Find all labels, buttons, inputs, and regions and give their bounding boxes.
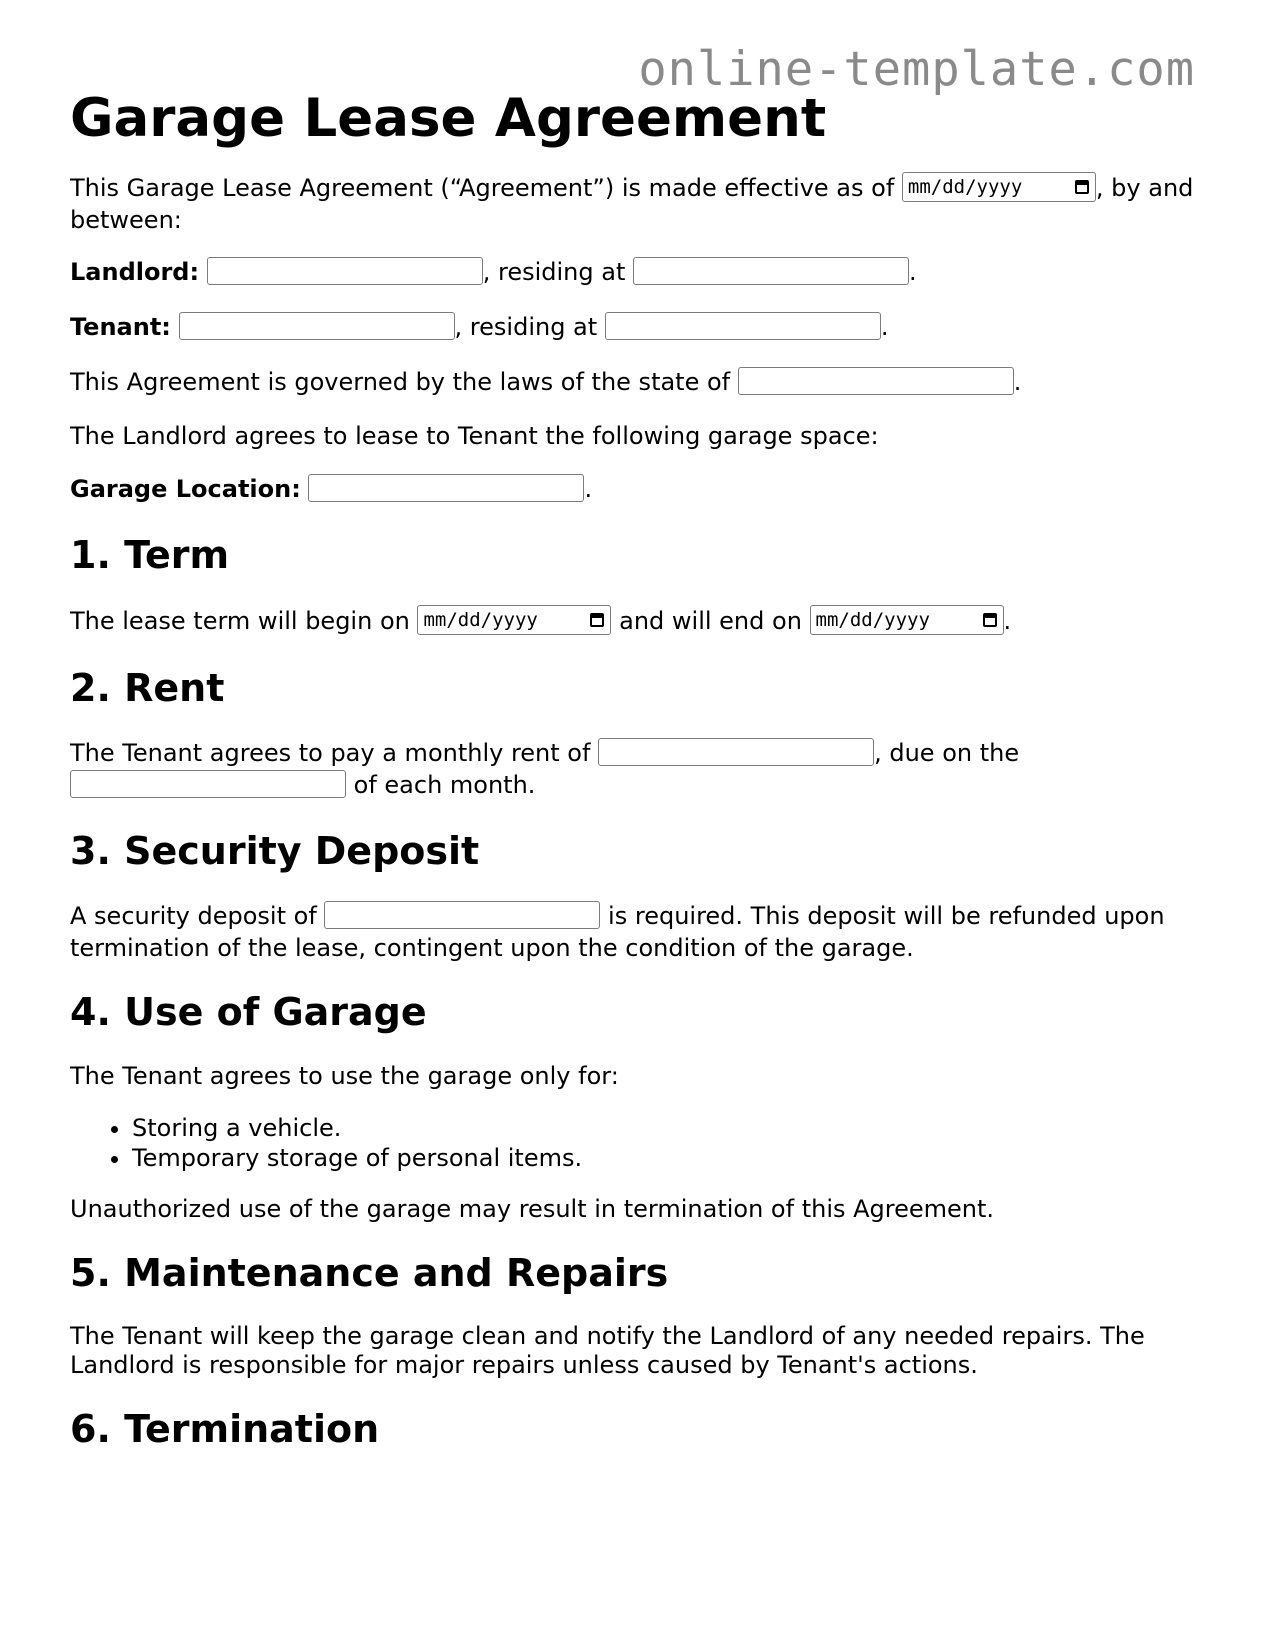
intro-text: This Garage Lease Agreement (“Agreement”) is made effective as of — [70, 174, 895, 202]
security-deposit-input[interactable] — [324, 901, 600, 929]
rent-due-text: , due on the — [874, 739, 1020, 767]
tenant-name-input[interactable] — [179, 312, 455, 340]
list-item: • Storing a vehicle. — [132, 1113, 582, 1143]
lease-intro: The Landlord agrees to lease to Tenant the following garage space: — [70, 422, 879, 450]
tenant-residing-text: , residing at — [454, 313, 598, 341]
rent-after-text: of each month. — [353, 771, 536, 799]
landlord-line — [70, 256, 1200, 288]
landlord-name-input[interactable] — [207, 257, 483, 285]
landlord-residing-text: , residing at — [482, 258, 626, 286]
term-end-text: and will end on — [619, 607, 802, 635]
term-paragraph — [70, 605, 1200, 637]
state-input[interactable] — [738, 367, 1014, 395]
date-placeholder: mm/dd/yyyy — [423, 609, 538, 631]
landlord-end: . — [909, 258, 917, 286]
rent-heading: 2. Rent — [70, 666, 225, 710]
deposit-text: A security deposit of — [70, 902, 317, 930]
deposit-paragraph — [70, 900, 1200, 964]
date-placeholder: mm/dd/yyyy — [815, 609, 930, 631]
deposit-after-text: is required. This deposit will be refunded upon termination of the lease, contingent upon the condition of the garage. — [70, 902, 1165, 962]
tenant-label: Tenant: — [70, 313, 171, 341]
garage-location-input[interactable] — [308, 474, 584, 502]
term-end-date-input[interactable] — [810, 605, 1004, 635]
use-warning: Unauthorized use of the garage may result in termination of this Agreement. — [70, 1195, 995, 1223]
intro-paragraph — [70, 172, 1200, 236]
intro-text-after: , by and between: — [70, 174, 1194, 234]
garage-location-end: . — [584, 475, 593, 503]
effective-date-input[interactable] — [902, 172, 1096, 202]
landlord-address-input[interactable] — [633, 257, 909, 285]
rent-paragraph — [70, 737, 1030, 801]
maintenance-heading: 5. Maintenance and Repairs — [70, 1251, 669, 1295]
list-item: • Temporary storage of personal items. — [132, 1143, 582, 1173]
calendar-icon — [590, 613, 604, 627]
term-end: . — [1003, 607, 1012, 635]
maintenance-text: The Tenant will keep the garage clean and notify the Landlord of any needed repairs. The Landlord is responsible for major repairs unless caused by Tenant's actions. — [70, 1322, 1145, 1379]
rent-due-day-input[interactable] — [70, 770, 346, 798]
governing-text: This Agreement is governed by the laws of the state of — [70, 368, 731, 396]
tenant-line — [70, 311, 1200, 343]
landlord-label: Landlord: — [70, 258, 200, 286]
date-placeholder: mm/dd/yyyy — [907, 176, 1023, 198]
calendar-icon — [983, 613, 997, 627]
use-list — [70, 1113, 582, 1173]
term-start-date-input[interactable] — [417, 605, 611, 635]
watermark: online-template.com — [638, 42, 1195, 97]
tenant-end: . — [880, 313, 889, 341]
term-begin-text: The lease term will begin on — [70, 607, 410, 635]
page-title: Garage Lease Agreement — [70, 88, 827, 149]
governing-law-line — [70, 366, 1200, 398]
governing-end: . — [1013, 368, 1022, 396]
use-heading: 4. Use of Garage — [70, 990, 427, 1034]
rent-text: The Tenant agrees to pay a monthly rent of — [70, 739, 591, 767]
term-heading: 1. Term — [70, 533, 230, 577]
termination-heading: 6. Termination — [70, 1407, 380, 1451]
garage-location-label: Garage Location: — [70, 475, 301, 503]
use-text: The Tenant agrees to use the garage only for: — [70, 1062, 619, 1090]
monthly-rent-input[interactable] — [598, 738, 874, 766]
garage-location-line — [70, 473, 1200, 505]
calendar-icon — [1075, 180, 1089, 194]
tenant-address-input[interactable] — [605, 312, 881, 340]
deposit-heading: 3. Security Deposit — [70, 829, 480, 873]
